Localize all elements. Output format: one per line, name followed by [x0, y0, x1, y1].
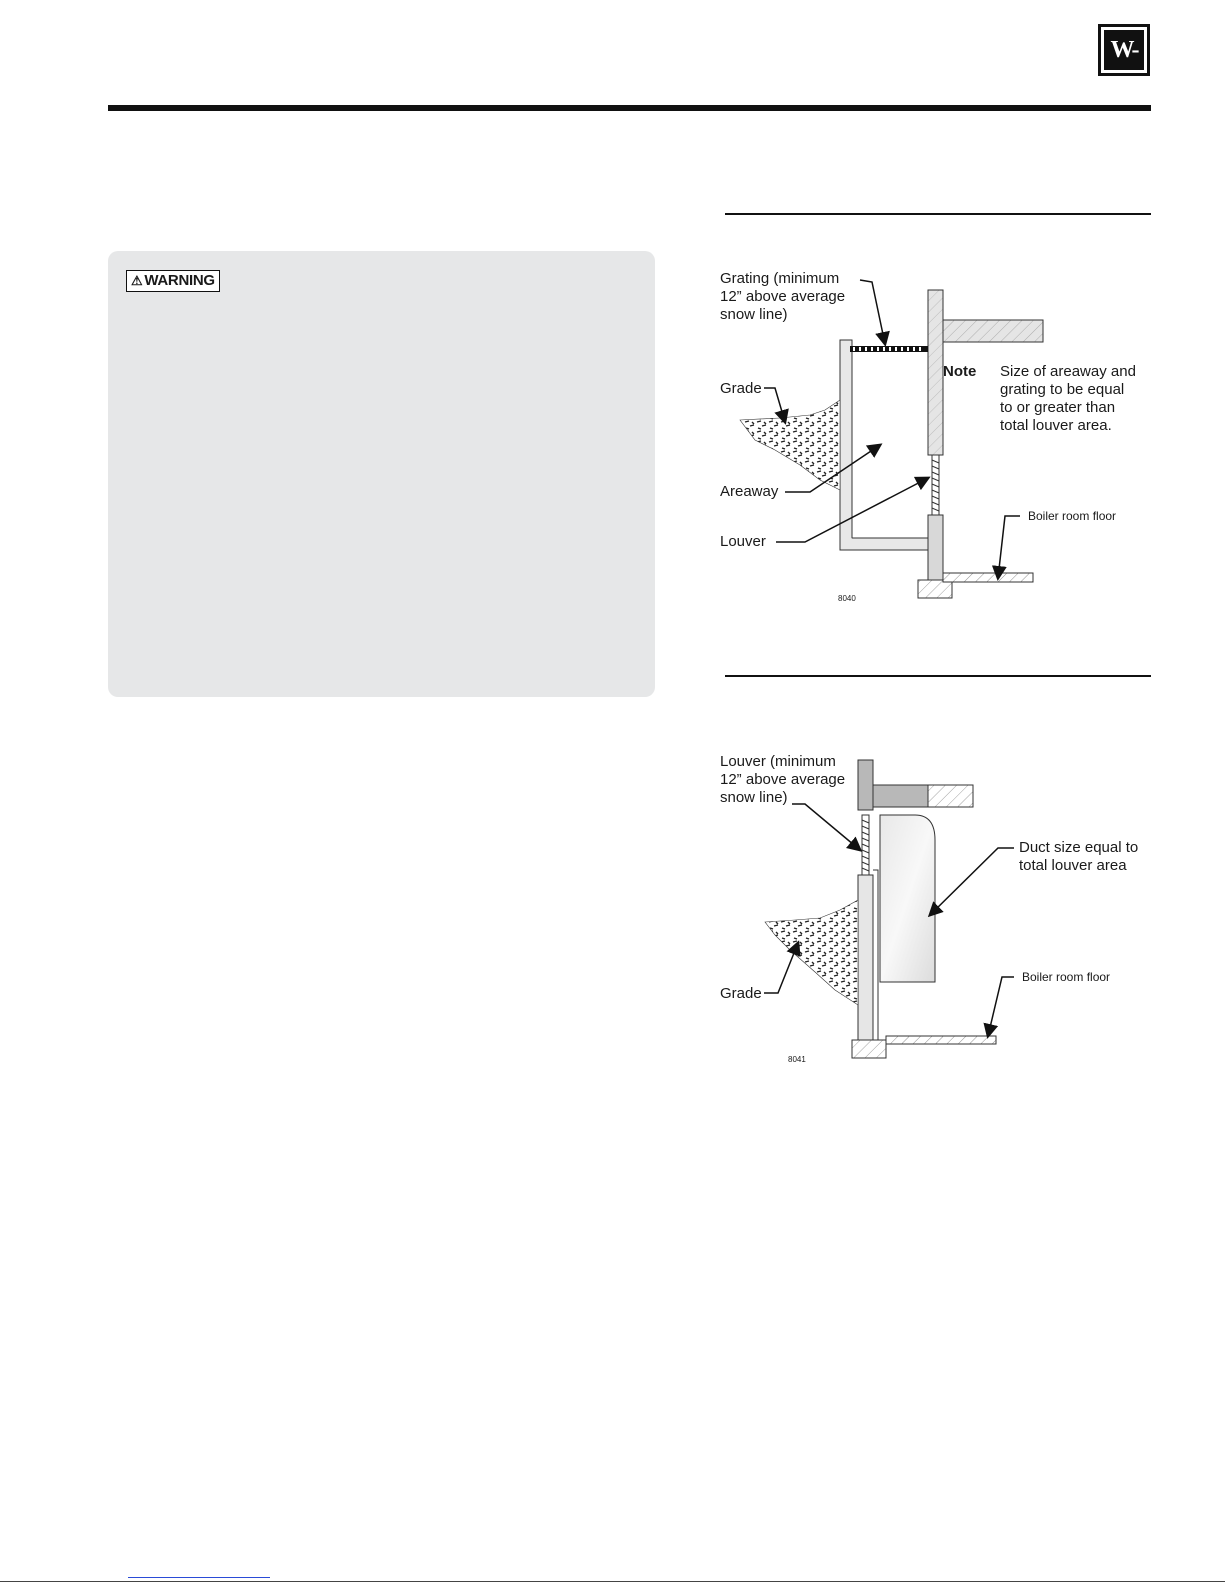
building-wall [918, 290, 1043, 598]
floor-label: Boiler room floor [1028, 509, 1117, 523]
louver-label: Louver [720, 533, 766, 550]
grating-label-line1: Grating (minimum [720, 270, 840, 287]
warning-badge [126, 270, 220, 292]
grade-soil [740, 400, 840, 490]
grade-label: Grade [720, 985, 762, 1002]
figure1-top-rule [725, 213, 1151, 215]
note-text-line1: Size of areaway and [1000, 363, 1136, 380]
grating-label-line2: 12” above average [720, 288, 846, 305]
brand-logo [1098, 24, 1150, 103]
note-text-line3: to or greater than [1000, 399, 1116, 416]
duct-diagram [720, 750, 1150, 1080]
louver-label-line2: 12” above average [720, 771, 846, 788]
warning-box [108, 251, 655, 697]
figure2-top-rule [725, 675, 1151, 677]
louver-label-line1: Louver (minimum [720, 753, 836, 770]
grating [850, 346, 928, 352]
grade-label: Grade [720, 380, 762, 397]
footer-rule [0, 1581, 1225, 1582]
areaway-diagram [720, 260, 1150, 620]
figure-number: 8041 [788, 1055, 806, 1064]
boiler-room-floor [886, 1036, 996, 1044]
areaway-label: Areaway [720, 483, 779, 500]
duct-label-line1: Duct size equal to [1019, 839, 1139, 856]
brand-logo-text: W-M [1104, 30, 1144, 70]
header-rule [108, 105, 1151, 111]
note-text-line4: total louver area. [1000, 417, 1112, 434]
duct-flange [873, 870, 878, 1040]
footer-link-underline[interactable] [128, 1577, 270, 1578]
areaway-well [840, 340, 928, 550]
louver-grille [932, 455, 939, 515]
duct-label-line2: total louver area [1019, 857, 1127, 874]
floor-label: Boiler room floor [1022, 970, 1111, 984]
air-duct [880, 815, 935, 982]
boiler-room-floor [943, 573, 1033, 582]
louver-grille [862, 815, 869, 875]
warning-triangle-icon: ⚠ [131, 273, 143, 288]
note-heading: Note [943, 363, 977, 380]
louver-label-line3: snow line) [720, 789, 788, 806]
warning-badge-label: WARNING [144, 272, 215, 289]
grating-label-line3: snow line) [720, 306, 788, 323]
figure-number: 8040 [838, 594, 856, 603]
note-text-line2: grating to be equal [1000, 381, 1125, 398]
